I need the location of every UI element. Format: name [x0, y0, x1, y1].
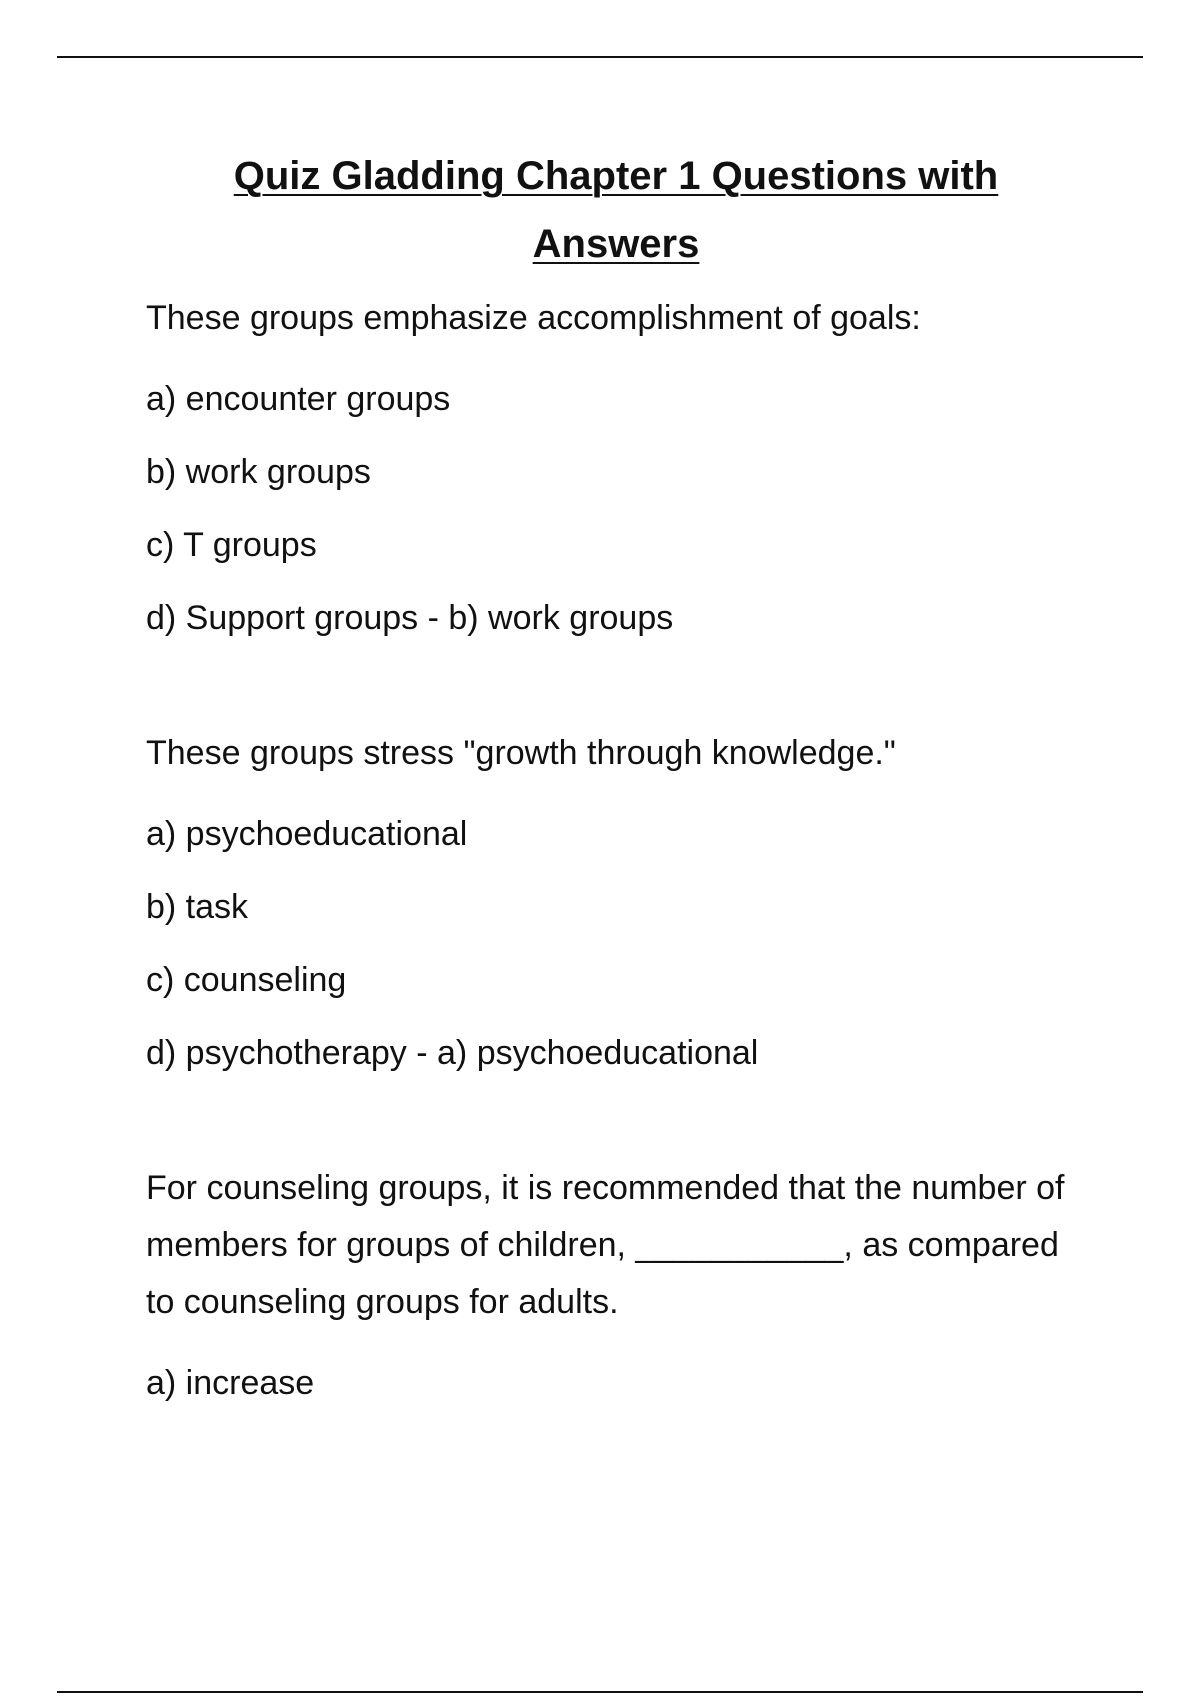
option-a: a) increase: [146, 1364, 315, 1402]
top-rule: [57, 56, 1143, 58]
option-c: c) T groups: [146, 526, 317, 564]
document-title: Quiz Gladding Chapter 1 Questions with Answers: [233, 154, 999, 266]
option-b: b) work groups: [146, 453, 371, 491]
question-text: These groups emphasize accomplishment of goals:: [146, 299, 921, 337]
bottom-rule: [57, 1691, 1143, 1693]
question-text: These groups stress "growth through knowledge.": [146, 734, 896, 772]
option-a: a) encounter groups: [146, 380, 451, 418]
option-b: b) task: [146, 888, 249, 926]
document-body: [146, 142, 1086, 1490]
question-text: For counseling groups, it is recommended that the number of members for groups of children, ___________, as compared to counseling groups for adults.: [146, 1169, 1065, 1321]
question-3: [146, 1160, 1086, 1420]
question-2: [146, 725, 1086, 1090]
question-1: [146, 290, 1086, 655]
option-c: c) counseling: [146, 961, 347, 999]
option-d-with-answer: d) psychotherapy - a) psychoeducational: [146, 1034, 759, 1072]
option-d-with-answer: d) Support groups - b) work groups: [146, 599, 674, 637]
option-a: a) psychoeducational: [146, 815, 468, 853]
